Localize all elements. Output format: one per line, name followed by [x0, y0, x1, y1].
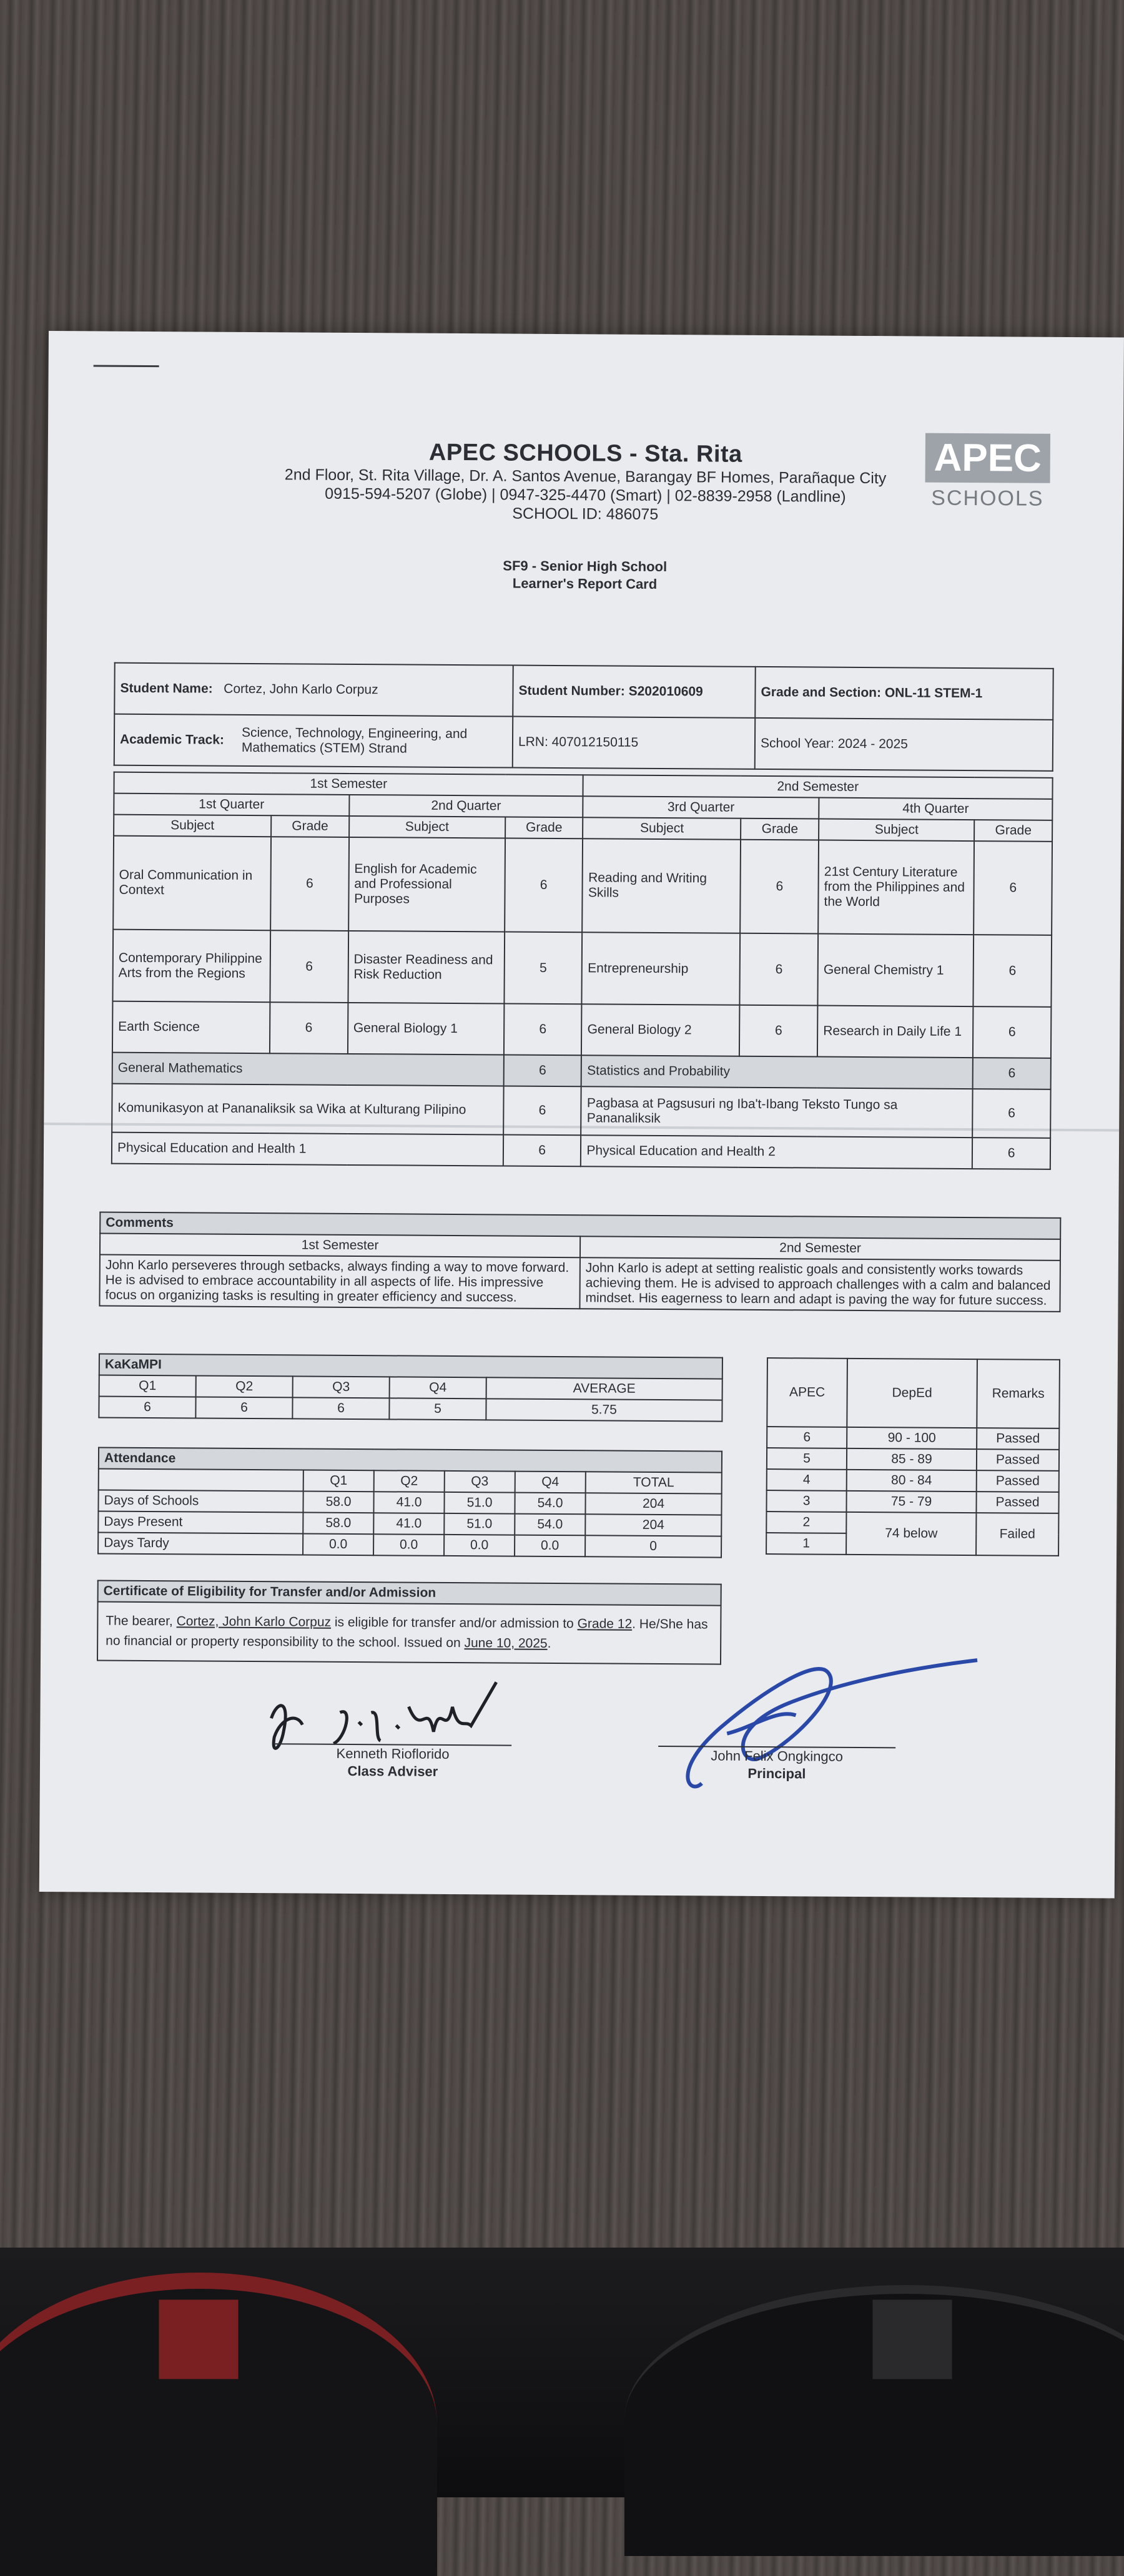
grade-cell: 6 — [740, 933, 818, 1006]
kakampi-label: KaKaMPI — [99, 1354, 722, 1379]
q4-header: 4th Quarter — [819, 798, 1052, 820]
subject-cell: Disaster Readiness and Risk Reduction — [348, 931, 505, 1004]
student-name: Cortez, John Karlo Corpuz — [224, 681, 378, 697]
attendance-label: Attendance — [99, 1448, 722, 1473]
comment-sem2: John Karlo is adept at setting realistic goals and consistently works towards achieving them. He is advised to approach challenges with a calm and balanced mindset. His eagerness to learn and adapt is paving the way for future success. — [579, 1257, 1060, 1312]
subject-cell: General Biology 1 — [348, 1003, 505, 1055]
certificate-grade: Grade 12 — [577, 1616, 633, 1631]
kakampi-value: 6 — [99, 1397, 195, 1418]
attendance-cell: 0.0 — [373, 1534, 444, 1556]
subject-cell: Earth Science — [112, 1001, 270, 1054]
sem1-header: 1st Semester — [114, 772, 583, 797]
scale-cell: 74 below — [846, 1512, 976, 1555]
subject-header: Subject — [583, 817, 741, 840]
scale-cell: 5 — [767, 1448, 847, 1470]
grade-cell: 6 — [974, 841, 1052, 935]
kakampi-table — [98, 1354, 723, 1422]
subject-cell: General Mathematics — [112, 1053, 504, 1086]
attendance-header: Q2 — [374, 1470, 445, 1492]
row-label: Days Tardy — [98, 1533, 303, 1555]
kakampi-value: 6 — [195, 1397, 292, 1418]
principal-role: Principal — [747, 1765, 806, 1782]
logo-subtext: SCHOOLS — [931, 486, 1044, 511]
principal-block — [658, 1746, 895, 1783]
scale-header: Remarks — [977, 1359, 1060, 1428]
grade-cell: 6 — [973, 1058, 1051, 1089]
table-row — [98, 1533, 721, 1558]
grades-table — [111, 772, 1053, 1170]
table-row — [767, 1427, 1059, 1450]
subject-cell: Entrepreneurship — [582, 932, 741, 1005]
comments-sem2-label: 2nd Semester — [580, 1236, 1060, 1261]
certificate-student: Cortez, John Karlo Corpuz — [176, 1614, 332, 1630]
attendance-cell: 0.0 — [303, 1534, 373, 1556]
attendance-cell: 54.0 — [515, 1514, 585, 1536]
grade-cell: 6 — [972, 1138, 1050, 1169]
subject-cell: English for Academic and Professional Purposes — [348, 837, 505, 932]
lrn: LRN: 407012150115 — [513, 717, 755, 769]
table-row — [112, 1001, 1051, 1058]
form-name: Learner's Report Card — [512, 575, 658, 592]
kakampi-header: Q1 — [99, 1375, 196, 1397]
attendance-cell: 58.0 — [303, 1492, 373, 1513]
scale-cell: 4 — [767, 1469, 847, 1491]
subject-header: Subject — [114, 815, 271, 837]
grade-cell: 6 — [504, 1003, 582, 1055]
adviser-block — [274, 1743, 511, 1781]
table-row — [112, 1133, 1050, 1169]
certificate-text: The bearer, Cortez, John Karlo Corpuz is eligible for transfer and/or admission to Grade 12. He/She has no financial or property responsibility to the school. Issued on June 10, 2025. — [97, 1602, 721, 1664]
attendance-total: 0 — [585, 1535, 721, 1557]
grade-cell: 6 — [505, 838, 583, 932]
school-contacts: 0915-594-5207 (Globe) | 0947-325-4470 (Smart) | 02-8839-2958 (Landline) — [325, 484, 846, 506]
school-id: SCHOOL ID: 486075 — [512, 504, 659, 523]
corner-mark — [94, 365, 159, 367]
school-year: School Year: 2024 - 2025 — [755, 718, 1053, 771]
scale-cell: 1 — [766, 1533, 846, 1555]
kakampi-value: 5 — [389, 1398, 486, 1420]
subject-cell: Physical Education and Health 1 — [112, 1133, 503, 1166]
scale-cell: Passed — [977, 1449, 1059, 1471]
grade-cell: 5 — [504, 932, 582, 1004]
subject-cell: Statistics and Probability — [581, 1055, 973, 1089]
form-title — [47, 554, 1122, 596]
grade-cell: 6 — [503, 1086, 581, 1135]
subject-cell: Research in Daily Life 1 — [817, 1006, 974, 1058]
q3-header: 3rd Quarter — [583, 796, 819, 819]
subject-cell: 21st Century Literature from the Philippines and the World — [818, 840, 974, 935]
table-row — [112, 1053, 1051, 1089]
school-name: APEC SCHOOLS - Sta. Rita — [428, 439, 742, 468]
subject-cell: Reading and Writing Skills — [583, 838, 741, 933]
scale-cell: 3 — [766, 1490, 846, 1512]
table-row — [767, 1448, 1059, 1471]
scale-cell: 6 — [767, 1427, 847, 1448]
grade-cell: 6 — [270, 837, 349, 931]
attendance-cell: 0.0 — [515, 1535, 585, 1557]
subject-cell: Pagbasa at Pagsusuri ng Iba't-Ibang Teksto Tungo sa Pananaliksik — [581, 1086, 973, 1138]
table-row — [766, 1512, 1058, 1535]
table-row — [113, 836, 1052, 935]
subject-header: Subject — [819, 819, 974, 842]
adviser-name: Kenneth Rioflorido — [274, 1743, 511, 1763]
grade-cell: 6 — [739, 1005, 817, 1057]
comments-label: Comments — [100, 1212, 1060, 1239]
subject-cell: Oral Communication in Context — [113, 836, 271, 931]
grade-cell: 6 — [503, 1134, 581, 1166]
school-logo — [925, 433, 1050, 511]
form-code: SF9 - Senior High School — [503, 558, 668, 575]
kakampi-header: Q2 — [196, 1375, 293, 1397]
grade-header: Grade — [741, 819, 819, 840]
grade-cell: 6 — [974, 935, 1052, 1007]
certificate-table — [97, 1580, 722, 1665]
grade-section: Grade and Section: ONL-11 STEM-1 — [755, 667, 1053, 720]
scale-header: DepEd — [847, 1359, 977, 1428]
grading-scale-table — [766, 1357, 1060, 1556]
kakampi-value: 6 — [292, 1397, 389, 1419]
grade-header: Grade — [271, 815, 349, 837]
scale-cell: 90 - 100 — [847, 1427, 977, 1449]
grade-cell: 6 — [973, 1006, 1051, 1058]
table-row — [767, 1469, 1059, 1492]
scale-cell: 80 - 84 — [847, 1470, 977, 1492]
grade-cell: 6 — [503, 1054, 581, 1086]
table-row — [112, 1084, 1050, 1138]
attendance-total: 204 — [585, 1493, 721, 1515]
grade-header: Grade — [974, 820, 1052, 842]
scale-cell: 75 - 79 — [846, 1491, 976, 1513]
scale-cell: Passed — [976, 1492, 1058, 1513]
grade-header: Grade — [505, 817, 583, 838]
grade-cell: 6 — [270, 1002, 348, 1054]
comments-sem1-label: 1st Semester — [100, 1234, 580, 1258]
grade-cell: 6 — [972, 1089, 1050, 1138]
kakampi-header: AVERAGE — [486, 1377, 722, 1400]
attendance-header: Q3 — [445, 1471, 515, 1493]
kakampi-header: Q3 — [293, 1376, 390, 1398]
scale-cell: Passed — [977, 1470, 1059, 1492]
row-label: Days of Schools — [98, 1490, 303, 1513]
attendance-cell: 0.0 — [444, 1535, 515, 1556]
kakampi-header: Q4 — [390, 1377, 486, 1399]
logo-text: APEC — [925, 433, 1050, 483]
certificate-date: June 10, 2025 — [464, 1636, 548, 1651]
certificate-title: Certificate of Eligibility for Transfer and/or Admission — [98, 1581, 721, 1606]
subject-header: Subject — [349, 816, 505, 838]
table-row — [112, 930, 1052, 1007]
subject-cell: Komunikasyon at Pananaliksik sa Wika at Kulturang Pilipino — [112, 1084, 503, 1135]
q1-header: 1st Quarter — [114, 794, 349, 816]
comments-table — [99, 1212, 1061, 1312]
table-row — [766, 1490, 1058, 1513]
subject-cell: General Biology 2 — [581, 1004, 739, 1056]
attendance-cell: 51.0 — [444, 1513, 515, 1535]
scale-cell: 85 - 89 — [847, 1448, 977, 1470]
attendance-cell: 51.0 — [444, 1492, 515, 1514]
sem2-header: 2nd Semester — [583, 775, 1053, 799]
scale-cell: 2 — [766, 1512, 846, 1533]
scale-header: APEC — [767, 1358, 847, 1427]
subject-cell: Physical Education and Health 2 — [581, 1135, 972, 1169]
report-card — [39, 331, 1124, 1898]
kakampi-average: 5.75 — [486, 1399, 722, 1421]
attendance-table — [97, 1447, 722, 1558]
comment-sem1: John Karlo perseveres through setbacks, always finding a way to move forward. He is advised to embrace accountability in all aspects of life. His impressive focus on organizing tasks is resulting in greater efficiency and success. — [99, 1255, 579, 1309]
attendance-cell: 41.0 — [373, 1513, 444, 1535]
attendance-cell: 41.0 — [373, 1492, 444, 1513]
grade-cell: 6 — [270, 930, 348, 1003]
row-label: Days Present — [98, 1512, 303, 1534]
student-info-table — [114, 662, 1054, 772]
academic-track: Science, Technology, Engineering, and Mathematics (STEM) Strand — [241, 725, 468, 756]
blank-cell — [99, 1469, 303, 1492]
adviser-role: Class Adviser — [347, 1762, 438, 1779]
q2-header: 2nd Quarter — [349, 795, 583, 817]
attendance-cell: 54.0 — [515, 1493, 585, 1515]
student-number: Student Number: S202010609 — [513, 666, 755, 718]
subject-cell: Contemporary Philippine Arts from the Regions — [112, 930, 270, 1003]
student-name-cell: Student Name: Cortez, John Karlo Corpuz — [114, 663, 513, 717]
principal-name: John Felix Ongkingco — [658, 1746, 895, 1766]
attendance-header: Q4 — [515, 1472, 586, 1493]
attendance-cell: 58.0 — [303, 1513, 373, 1535]
attendance-header: Q1 — [303, 1470, 374, 1492]
scale-cell: Failed — [976, 1513, 1058, 1556]
grade-cell: 6 — [741, 840, 819, 934]
attendance-header: TOTAL — [586, 1472, 722, 1493]
school-address: 2nd Floor, St. Rita Village, Dr. A. Santos Avenue, Barangay BF Homes, Parañaque City — [284, 466, 887, 488]
attendance-total: 204 — [585, 1514, 721, 1536]
subject-cell: General Chemistry 1 — [818, 934, 974, 1007]
scale-cell: Passed — [977, 1428, 1059, 1450]
academic-track-cell: Academic Track: Science, Technology, Engineering, and Mathematics (STEM) Strand — [114, 714, 513, 768]
